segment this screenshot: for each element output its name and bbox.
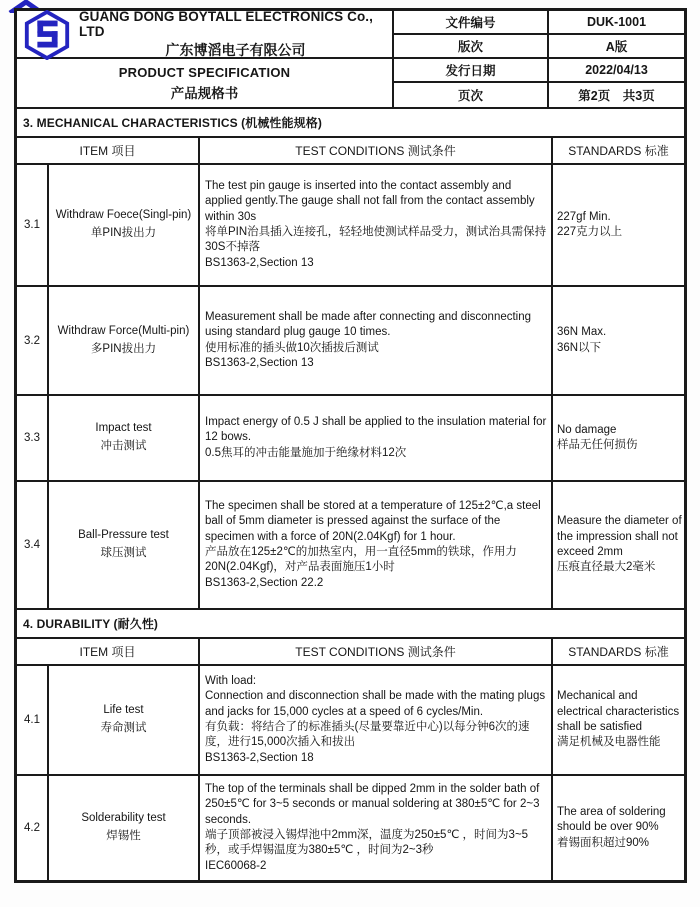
row-number: 3.1 [24, 219, 40, 231]
column-header-conditions: TEST CONDITIONS 测试条件 [198, 138, 551, 163]
document-title-cell [17, 59, 392, 107]
column-header-conditions: TEST CONDITIONS 测试条件 [198, 639, 551, 664]
test-conditions-cell [198, 666, 551, 774]
table-row-4-1 [17, 664, 684, 774]
column-header-item: ITEM 项目 [79, 645, 136, 659]
row-number: 4.1 [24, 714, 40, 726]
doc-number-value: DUK-1001 [547, 11, 684, 35]
standard-line: 压痕直径最大2毫米 [557, 561, 656, 574]
item-name-en: Ball-Pressure test [78, 529, 169, 542]
standard-line: 满足机械及电器性能 [557, 736, 661, 749]
company-cell [17, 8, 392, 59]
condition-line: The specimen shall be stored at a temperature of 125±2℃,a steel ball of 5mm diameter is pressed against the surface of the specimen with a force of 20N(2.04Kgf) for 1 hour. [205, 500, 541, 543]
standard-line: 36N Max. [557, 326, 607, 339]
item-name-en: Withdraw Force(Multi-pin) [57, 324, 190, 337]
table-row-3-4 [17, 480, 684, 608]
item-name-en: Withdraw Foece(Singl-pin) [55, 209, 192, 222]
row-number: 3.2 [24, 334, 40, 347]
condition-line: 将单PIN治具插入连接孔，轻轻地使测试样品受力，测试治具需保持30S不掉落 [205, 226, 547, 254]
column-header-standards: STANDARDS 标准 [551, 138, 684, 163]
condition-line: 端子顶部被浸入锡焊池中2mm深，温度为250±5℃ ，时间为3~5秒，或手焊锡温度为380±5℃ ，时间为2~3秒 [205, 829, 529, 857]
item-name-en: Impact test [95, 422, 152, 435]
condition-line: BS1363-2,Section 13 [205, 356, 314, 369]
condition-line: The top of the terminals shall be dipped 2mm in the solder bath of 250±5℃ for 3~5 seconds or manual soldering at 380±5℃ for 2~3 seconds. [205, 783, 540, 826]
standard-line: Mechanical and electrical characteristics shall be satisfied [557, 690, 680, 733]
table-header-row [17, 637, 684, 664]
column-header-standards: STANDARDS 标准 [551, 639, 684, 664]
revision-label: 版次 [392, 35, 547, 59]
condition-line: 产品放在125±2℃的加热室内，用一直径5mm的铁球，作用力20N(2.04Kgf)，对产品表面施压1小时 [205, 546, 517, 574]
row-number: 3.4 [24, 539, 40, 551]
row-number: 3.3 [24, 432, 40, 444]
page-number-value: 第2页 共3页 [547, 83, 684, 107]
condition-line: BS1363-2,Section 22.2 [205, 576, 324, 589]
row-number: 4.2 [24, 822, 40, 834]
condition-line: Connection and disconnection shall be made with the mating plugs and jacks for 15,000 cycles at a speed of 6 cycles/Min. [205, 690, 546, 718]
revision-value: A版 [547, 35, 684, 59]
condition-line: 0.5焦耳的冲击能量施加于绝缘材料12次 [205, 446, 407, 459]
condition-line: BS1363-2,Section 13 [205, 256, 314, 269]
company-name-en: GUANG DONG BOYTALL ELECTRONICS Co., LTD [79, 8, 374, 39]
test-conditions-cell [198, 287, 551, 394]
item-name-cn: 多PIN拔出力 [90, 342, 157, 355]
item-name-cn: 焊锡性 [106, 830, 141, 842]
company-name-cn: 广东博滔电子有限公司 [165, 41, 306, 58]
condition-line: The test pin gauge is inserted into the contact assembly and applied gently.The gauge shall not fall from the contact assembly within 30s [205, 180, 535, 223]
item-cell [47, 396, 198, 480]
item-cell [47, 776, 198, 880]
item-cell [47, 666, 198, 774]
condition-line: Impact energy of 0.5 J shall be applied to the insulation material for 12 bows. [205, 416, 547, 444]
standard-line: 227gf Min. [557, 210, 611, 223]
item-name-en: Life test [103, 704, 144, 717]
standard-line: 227克力以上 [557, 226, 623, 238]
condition-line: Measurement shall be made after connecting and disconnecting using standard plug gauge 10 times. [205, 310, 532, 339]
doc-title-en: PRODUCT SPECIFICATION [118, 64, 291, 80]
condition-line: 有负载：将结合了的标准插头(尽量要靠近中心)以每分钟6次的速度，进行15,000次插入和拔出 [205, 721, 530, 749]
test-conditions-cell [198, 396, 551, 480]
company-logo-icon [22, 10, 72, 60]
standard-line: 36N以下 [557, 341, 602, 354]
test-conditions-cell [198, 482, 551, 608]
table-header-row [17, 136, 684, 163]
specification-sheet [14, 8, 687, 883]
standards-cell [551, 287, 684, 394]
standards-cell [551, 776, 684, 880]
item-cell [47, 165, 198, 285]
item-name-en: Solderability test [81, 812, 166, 825]
item-name-cn: 寿命测试 [100, 722, 147, 734]
test-conditions-cell [198, 776, 551, 880]
item-cell [47, 287, 198, 394]
standard-line: 样品无任何损伤 [557, 439, 638, 451]
doc-number-label: 文件编号 [392, 11, 547, 35]
standards-cell [551, 396, 684, 480]
doc-title-cn: 产品规格书 [170, 85, 239, 101]
table-row-4-2 [17, 774, 684, 880]
condition-line: IEC60068-2 [205, 859, 267, 872]
condition-line: BS1363-2,Section 18 [205, 751, 314, 764]
standard-line: Measure the diameter of the impression shall not exceed 2mm [557, 515, 682, 558]
table-row-3-1 [17, 163, 684, 285]
test-conditions-cell [198, 165, 551, 285]
condition-line: With load: [205, 675, 257, 688]
issue-date-label: 发行日期 [392, 59, 547, 83]
item-name-cn: 冲击测试 [100, 440, 147, 452]
column-header-item: ITEM 项目 [79, 144, 136, 158]
document-header [17, 8, 684, 107]
item-cell [47, 482, 198, 608]
standard-line: 着锡面积超过90% [557, 836, 650, 849]
condition-line: 使用标准的插头做10次插拔后测试 [205, 341, 379, 354]
issue-date-value: 2022/04/13 [547, 59, 684, 83]
standard-line: The area of soldering should be over 90% [557, 806, 666, 834]
section-title-mechanical: 3. MECHANICAL CHARACTERISTICS (机械性能规格) [17, 107, 684, 136]
item-name-cn: 球压测试 [100, 547, 147, 559]
table-row-3-3 [17, 394, 684, 480]
page-number-label: 页次 [392, 83, 547, 107]
table-row-3-2 [17, 285, 684, 394]
section-title-durability: 4. DURABILITY (耐久性) [17, 608, 684, 637]
item-name-cn: 单PIN拔出力 [90, 227, 157, 239]
standards-cell [551, 482, 684, 608]
standard-line: No damage [557, 423, 617, 436]
standards-cell [551, 165, 684, 285]
standards-cell [551, 666, 684, 774]
